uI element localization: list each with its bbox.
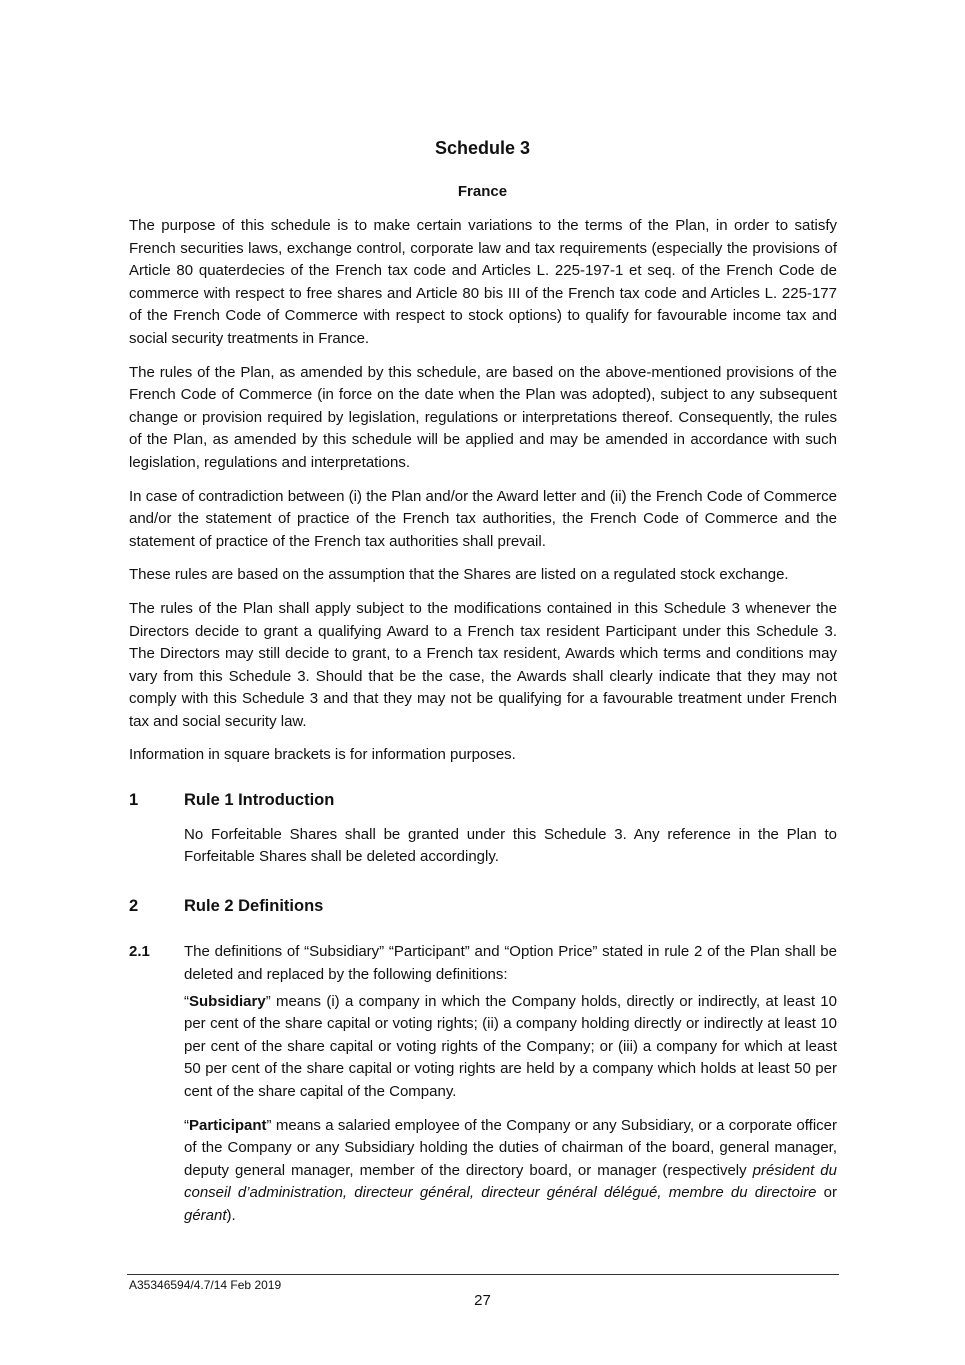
definition-subsidiary [184,991,837,1104]
section-2-heading [129,895,837,918]
footer-divider [127,1274,839,1275]
section-1-heading [129,789,837,812]
document-body [129,215,837,1239]
clause-2-1-number: 2.1 [129,943,150,961]
intro-paragraph-5: The rules of the Plan shall apply subject to the modifications contained in this Schedule 3 whenever the Directors decide to grant a qualifying Award to a French tax resident Participant under this Schedule 3. The Directors may still decide to grant, to a French tax resident, Awards which terms and conditions may vary from this Schedule 3. Should that be the case, the Awards shall clearly indicate that they may not comply with this Schedule 3 and that they may not be qualifying for a favourable treatment under French tax and social security law. [129,599,837,730]
intro-paragraph-6: Information in square brackets is for information purposes. [129,746,516,764]
intro-paragraph-1: The purpose of this schedule is to make certain variations to the terms of the Plan, in order to satisfy French securities laws, exchange control, corporate law and tax requirements (especially the provisions of Article 80 quaterdecies of the French tax code and Articles L. 225-197-1 et seq. of the French Code de commerce with respect to free shares and Article 80 bis III of the French tax code and Articles L. 225-177 of the French Code of Commerce with respect to stock options) to qualify for favourable income tax and social security treatments in France. [129,217,837,347]
footer-reference: A35346594/4.7/14 Feb 2019 [129,1278,282,1292]
country-subtitle: France [457,183,508,200]
definition-subsidiary-term: Subsidiary [189,992,266,1010]
intro-paragraph-2: The rules of the Plan, as amended by this schedule, are based on the above-mentioned provisions of the French Code of Commerce (in force on the date when the Plan was adopted), subject to any subsequent change or provision required by legislation, regulations or interpretations thereof. Consequently, the rules of the Plan, as amended by this schedule will be applied and may be amended in accordance with such legislation, regulations and interpretations. [129,363,837,471]
definition-subsidiary-open-quote: “ [184,992,189,1010]
definition-participant-text: ” means a salaried employee of the Company or any Subsidiary, or a corporate officer of the Company or any Subsidiary holding the duties of chairman of the board, general manager, deputy general manager, member of the directory board, or manager (respectively [184,1116,837,1179]
schedule-title: Schedule 3 [434,138,531,158]
section-1-number: 1 [129,791,139,810]
section-1-title: Rule 1 Introduction [184,791,335,810]
intro-paragraph-3: In case of contradiction between (i) the Plan and/or the Award letter and (ii) the French Code of Commerce and/or the statement of practice of the French tax authorities, the French Code of Commerce and the statement of practice of the French tax authorities shall prevail. [129,487,837,550]
definition-participant-term: Participant [189,1116,267,1134]
section-1-text: No Forfeitable Shares shall be granted under this Schedule 3. Any reference in the Plan to Forfeitable Shares shall be deleted accordingly. [184,825,837,866]
clause-2-1-text: The definitions of “Subsidiary” “Participant” and “Option Price” stated in rule 2 of the Plan shall be deleted and replaced by the following definitions: [184,943,837,984]
intro-paragraph-4: These rules are based on the assumption that the Shares are listed on a regulated stock exchange. [129,566,789,584]
clause-2-1 [129,941,837,986]
definition-participant-gerant: gérant [184,1206,227,1224]
definition-participant [184,1115,837,1228]
section-2-number: 2 [129,896,139,915]
definition-participant-or: or [816,1184,837,1202]
definition-participant-end: ). [226,1206,236,1224]
page-number: 27 [474,1292,491,1309]
definition-subsidiary-text: ” means (i) a company in which the Company holds, directly or indirectly, at least 10 per cent of the share capital or voting rights; (ii) a company holding directly or indirectly at least 10 per cent of the share capital or voting rights of the Company; or (iii) a company for which at least 50 per cent of the share capital or voting rights are held by a company which holds at least 50 per cent of the share capital of the Company. [184,992,837,1100]
section-2-title: Rule 2 Definitions [184,896,324,915]
definition-participant-open-quote: “ [184,1116,189,1134]
definition-participant-french-titles: président du conseil d’administration, directeur général, directeur général délégué, membre du directoire [184,1161,837,1202]
